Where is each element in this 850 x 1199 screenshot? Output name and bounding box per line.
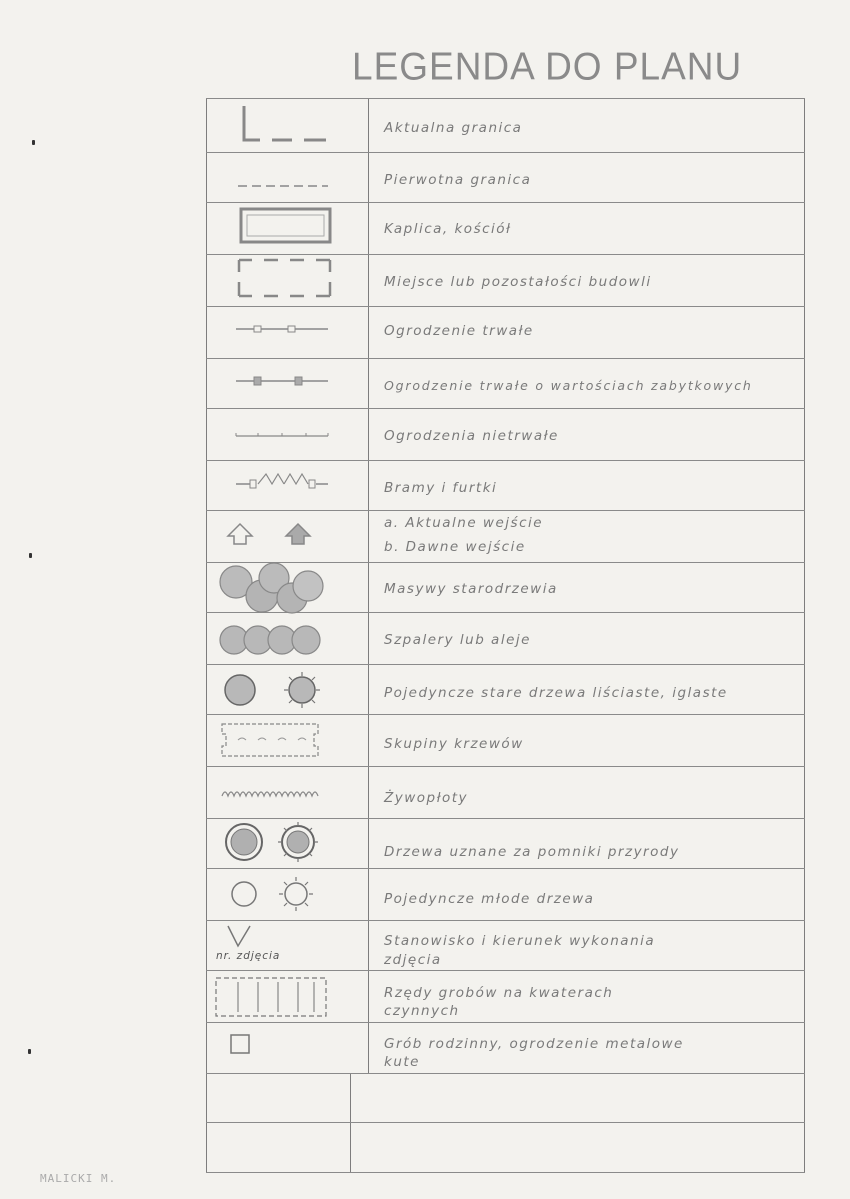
legend-label: Pojedyncze stare drzewa liściaste, iglaste <box>384 685 728 701</box>
historic-fence-icon <box>232 372 342 392</box>
margin-mark <box>29 553 32 558</box>
legend-label-a: a. Aktualne wejście <box>384 515 544 531</box>
old-tree-massif-icon <box>212 562 332 614</box>
legend-label: Ogrodzenie trwałe o wartościach zabytkowych <box>384 378 753 393</box>
legend-label: Pojedyncze młode drzewa <box>384 891 595 907</box>
entrance-arrows-icon <box>218 514 338 558</box>
grave-rows-icon <box>212 974 334 1020</box>
single-old-trees-icon <box>216 668 336 712</box>
legend-label: Szpalery lub aleje <box>384 632 531 648</box>
hedges-icon <box>218 784 330 804</box>
legend-label: Aktualna granica <box>384 120 523 136</box>
legend-label: Ogrodzenia nietrwałe <box>384 428 559 444</box>
margin-mark <box>32 140 35 145</box>
chapel-church-icon <box>232 206 342 246</box>
building-remains-icon <box>232 256 342 302</box>
tree-rows-icon <box>216 620 330 660</box>
author-note: MALICKI M. <box>40 1172 117 1185</box>
current-border-icon <box>232 104 342 148</box>
legend-label: Drzewa uznane za pomniki przyrody <box>384 844 680 860</box>
young-trees-icon <box>218 872 334 916</box>
temporary-fence-icon <box>232 424 342 444</box>
legend-label: Masywy starodrzewia <box>384 581 558 597</box>
shrub-groups-icon <box>218 720 330 760</box>
legend-label-b: b. Dawne wejście <box>384 539 526 555</box>
legend-label: Ogrodzenie trwałe <box>384 323 534 339</box>
legend-label-a: Rzędy grobów na kwaterach <box>384 985 614 1001</box>
legend-label: Bramy i furtki <box>384 480 498 496</box>
legend-label-b: czynnych <box>384 1003 460 1019</box>
page-title: LEGENDA DO PLANU <box>352 44 743 88</box>
legend-label: Kaplica, kościół <box>384 221 512 237</box>
original-border-icon <box>232 172 342 192</box>
legend-label-a: Grób rodzinny, ogrodzenie metalowe <box>384 1036 684 1052</box>
natural-monument-trees-icon <box>218 820 334 866</box>
legend-label: Żywopłoty <box>384 790 469 806</box>
legend-label: Skupiny krzewów <box>384 736 524 752</box>
legend-label: Pierwotna granica <box>384 172 532 188</box>
legend-label-a: Stanowisko i kierunek wykonania <box>384 933 656 949</box>
photo-number-label: nr. zdjęcia <box>216 950 281 962</box>
permanent-fence-icon <box>232 320 342 340</box>
gates-icon <box>232 468 342 498</box>
family-grave-icon <box>226 1030 256 1060</box>
margin-mark <box>28 1049 31 1054</box>
legend-label-b: zdjęcia <box>384 952 442 968</box>
photo-position-icon <box>222 922 262 950</box>
legend-label: Miejsce lub pozostałości budowli <box>384 274 652 290</box>
legend-label-b: kute <box>384 1054 420 1070</box>
